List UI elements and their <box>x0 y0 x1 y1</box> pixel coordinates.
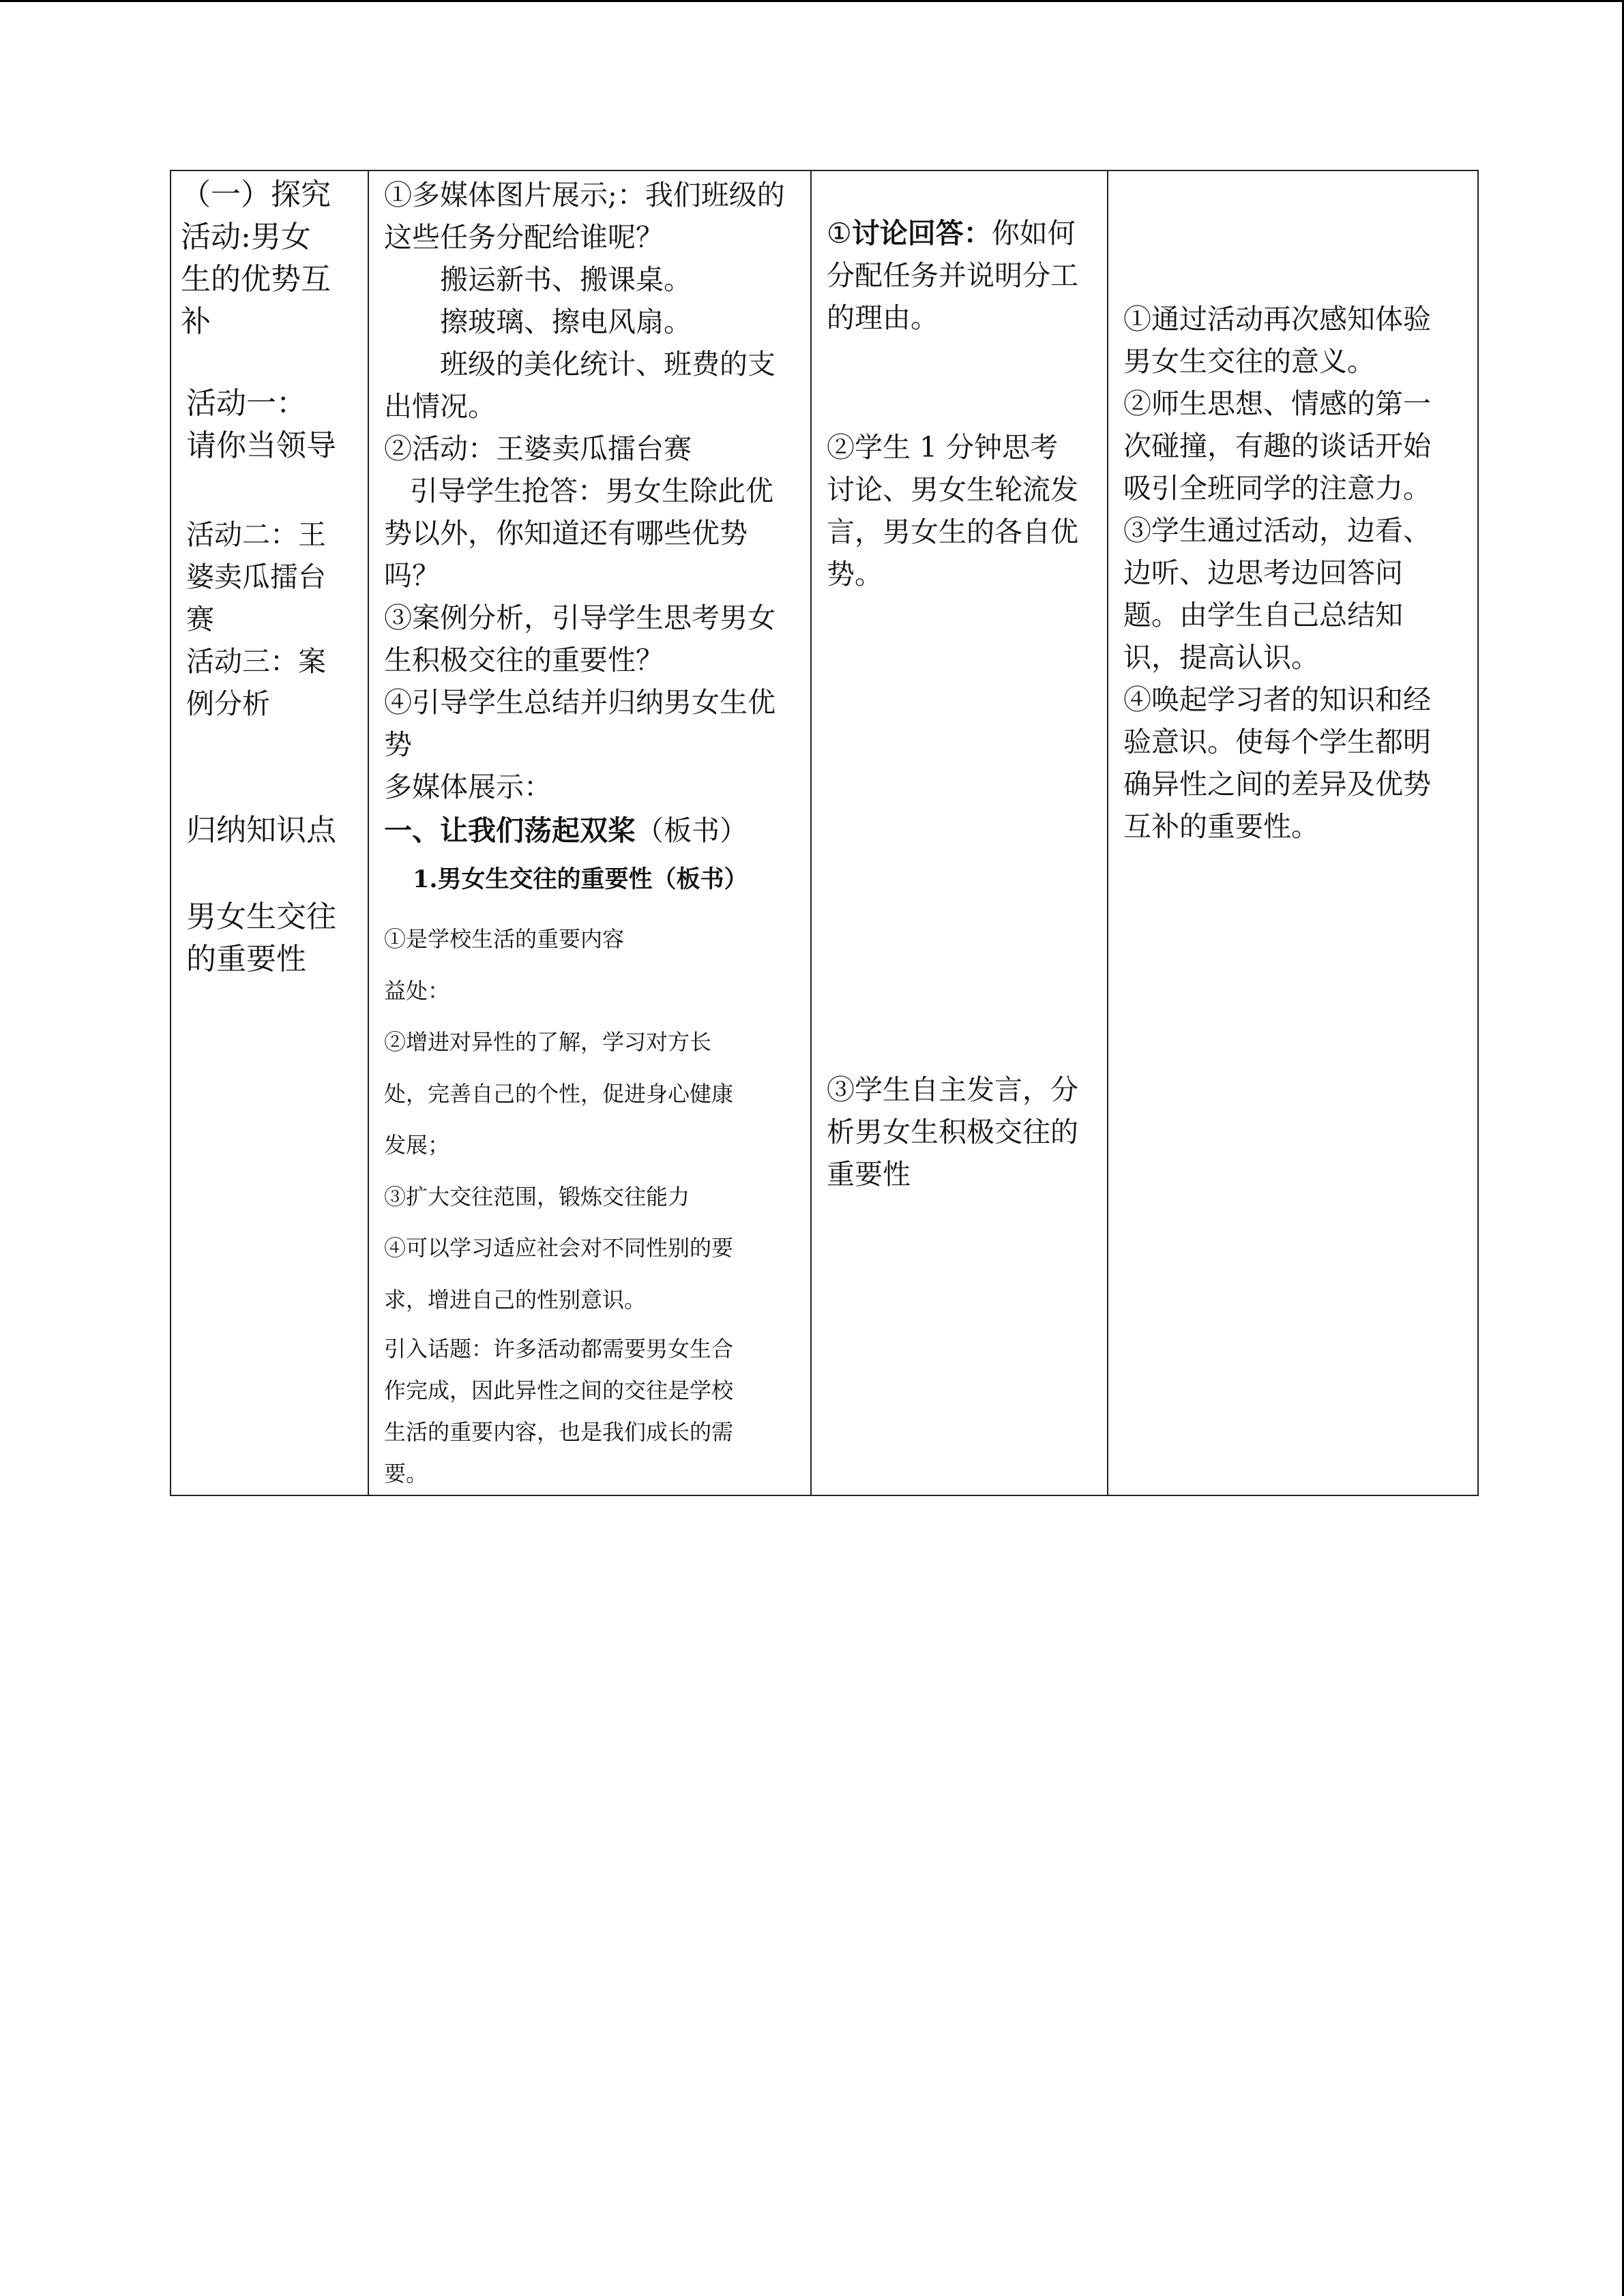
importance-points: ①是学校生活的重要内容 益处： ②增进对异性的了解，学习对方长 处，完善自己的个性，促进身心健康 发展； ③扩大交往范围，锻炼交往能力 ④可以学习适应社会对不同性别的要 求，增进自己的性别意识。 <box>384 926 734 1313</box>
teacher-step-two: ②活动：王婆卖瓜擂台赛 引导学生抢答：男女生除此优 势以外，你知道还有哪些优势 吗？ <box>384 432 773 592</box>
summary-label: 归纳知识点 <box>186 813 336 848</box>
design-intent-text: ①通过活动再次感知体验 男女生交往的意义。 ②师生思想、情感的第一 次碰撞，有趣的谈话开始 吸引全班同学的注意力。 ③学生通过活动，边看、 边听、边思考边回答问 题。由学生自己总结知 识，提高认识。 ④唤起学习者的知识和经 验意识。使每个学生都明 确异性之间的差异及优势 互补的重要性。 <box>1123 303 1431 843</box>
teacher-activity-cell <box>368 170 811 1495</box>
student-step-two: ②学生 1 分钟思考 讨论、男女生轮流发 言，男女生的各自优 势。 <box>827 431 1078 591</box>
page-top-border <box>0 0 1624 2</box>
activity-one-label: 活动一： 请你当领导 <box>186 386 336 463</box>
design-intent-cell <box>1108 170 1478 1495</box>
table-row <box>171 170 1478 1495</box>
board-heading: 一、让我们荡起双桨（板书） <box>384 814 748 847</box>
lesson-plan-table <box>170 170 1479 1496</box>
teacher-step-three: ③案例分析，引导学生思考男女 生积极交往的重要性？ <box>384 601 776 676</box>
teacher-step-one: ①多媒体图片展示;：我们班级的 这些任务分配给谁呢？ 搬运新书、搬课桌。 擦玻璃、擦电风扇。 班级的美化统计、班费的支 出情况。 <box>384 179 785 423</box>
activity-three-label: 活动三：案 例分析 <box>186 645 326 720</box>
stage-title: （一）探究 活动:男女 生的优势互 补 <box>181 177 331 339</box>
stage-cell <box>171 170 368 1495</box>
topic-introduction: 引入话题：许多活动都需要男女生合 作完成，因此异性之间的交往是学校 生活的重要内容，也是我们成长的需 要。 <box>384 1336 734 1487</box>
key-point-label: 男女生交往 的重要性 <box>186 899 336 976</box>
teacher-step-four: ④引导学生总结并归纳男女生优 势 多媒体展示： <box>384 686 776 803</box>
student-activity-cell <box>811 170 1108 1495</box>
student-step-three: ③学生自主发言，分 析男女生积极交往的 重要性 <box>827 1073 1078 1191</box>
activity-two-label: 活动二：王 婆卖瓜擂台 赛 <box>186 518 326 636</box>
student-step-one: ①讨论回答：你如何 分配任务并说明分工 的理由。 <box>827 217 1078 334</box>
board-subheading: 1.男女生交往的重要性（板书） <box>413 865 748 893</box>
